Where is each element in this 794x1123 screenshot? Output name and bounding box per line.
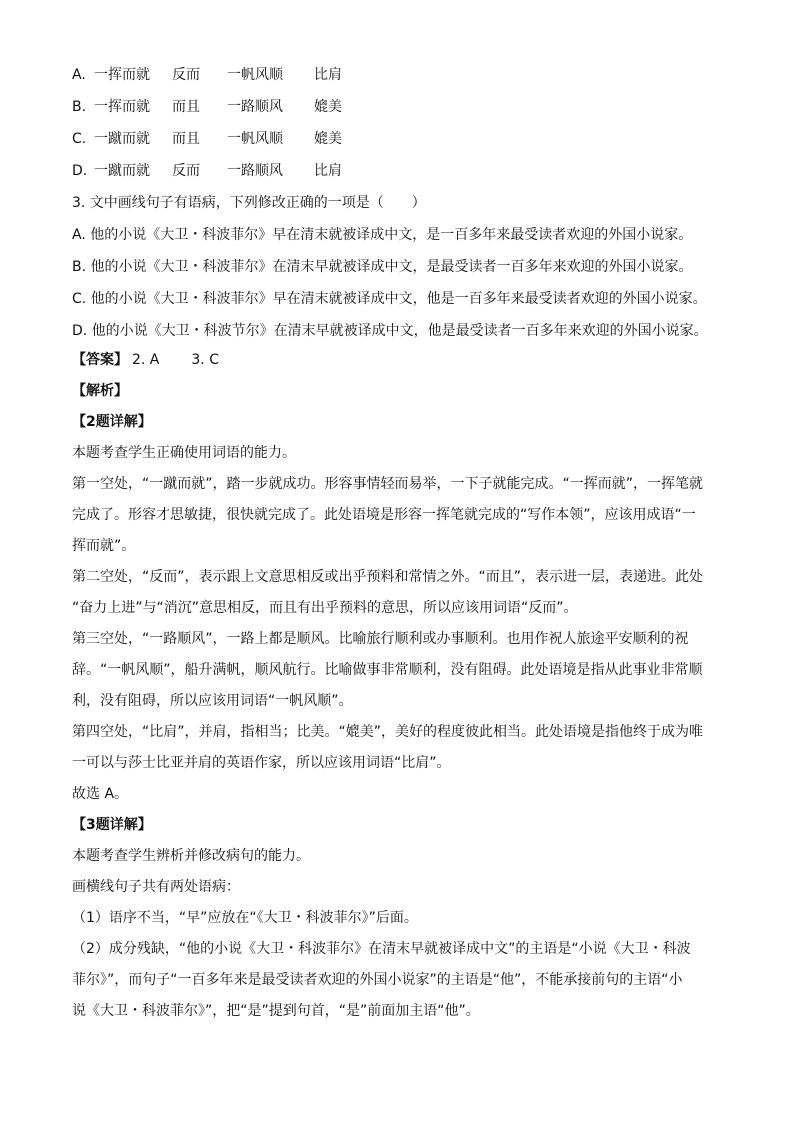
q2-detail-line: 故选 A。	[72, 786, 129, 802]
q2-option-c	[72, 129, 722, 149]
answer-line	[72, 350, 722, 370]
option-word-1: 一挥而就	[94, 67, 150, 83]
q2-detail-title: 【2题详解】	[72, 414, 152, 430]
option-label: B.	[72, 99, 87, 115]
option-word-1: 一蹴而就	[94, 163, 150, 179]
option-label: A.	[72, 67, 86, 83]
option-word-2: 而且	[172, 99, 200, 115]
option-word-4: 媲美	[314, 131, 342, 147]
option-word-4: 比肩	[314, 163, 342, 179]
q3-option-a: A. 他的小说《大卫・科波菲尔》早在清末就被译成中文，是一百多年来最受读者欢迎的外国小说家。	[72, 227, 693, 243]
q3-option-c: C. 他的小说《大卫・科波菲尔》早在清末就被译成中文，他是一百多年来最受读者欢迎的外国小说家。	[72, 291, 707, 307]
option-word-2: 反而	[172, 67, 200, 83]
q2-detail-line: 第一空处，“一蹴而就”，踏一步就成功。形容事情轻而易举，一下子就能完成。“一挥而就”，一挥笔就	[72, 476, 704, 492]
q3-detail-line: 菲尔》”，而句子“一百多年来是最受读者欢迎的外国小说家”的主语是“他”，不能承接前句的主语“小	[72, 972, 683, 988]
answer-q3: 3. C	[191, 352, 219, 368]
option-word-3: 一帆风顺	[227, 131, 283, 147]
q3-detail-title: 【3题详解】	[72, 817, 152, 833]
option-word-4: 媲美	[314, 99, 342, 115]
q3-detail-line: （1）语序不当，“早”应放在“《大卫・科波菲尔》”后面。	[72, 910, 418, 926]
option-word-3: 一路顺风	[227, 163, 283, 179]
q3-detail-line: 说《大卫・科波菲尔》”，把“是”提到句首，“是”前面加主语“他”。	[72, 1003, 480, 1019]
option-word-1: 一挥而就	[94, 99, 150, 115]
analysis-tag: 【解析】	[72, 383, 128, 399]
q3-stem: 3. 文中画线句子有语病，下列修改正确的一项是（ ）	[72, 195, 426, 211]
answer-tag: 【答案】	[72, 352, 128, 368]
q2-detail-line: “奋力上进”与“消沉”意思相反，而且有出乎预料的意思，所以应该用词语“反而”。	[72, 600, 578, 616]
answer-q2: 2. A	[132, 352, 160, 368]
option-label: C.	[72, 131, 87, 147]
q2-option-b	[72, 97, 722, 117]
q2-detail-line: 第四空处，“比肩”，并肩，指相当；比美。“媲美”，美好的程度彼此相当。此处语境是指他终于成为唯	[72, 724, 704, 740]
q2-detail-line: 第二空处，“反而”，表示跟上文意思相反或出乎预料和常情之外。“而且”，表示进一层，表递进。此处	[72, 569, 704, 585]
q2-detail-line: 挥而就”。	[72, 538, 136, 554]
q2-detail-line: 一可以与莎士比亚并肩的英语作家，所以应该用词语“比肩”。	[72, 755, 451, 771]
q2-detail-line: 本题考查学生正确使用词语的能力。	[72, 445, 296, 461]
option-word-2: 反而	[172, 163, 200, 179]
option-word-3: 一帆风顺	[227, 67, 283, 83]
q2-option-d	[72, 161, 722, 181]
option-label: D.	[72, 163, 88, 179]
q3-detail-line: 本题考查学生辨析并修改病句的能力。	[72, 848, 310, 864]
q3-detail-line: （2）成分残缺，“他的小说《大卫・科波菲尔》在清末早就被译成中文”的主语是“小说《大卫・科波	[72, 941, 691, 957]
q2-detail-line: 第三空处，“一路顺风”，一路上都是顺风。比喻旅行顺利或办事顺利。也用作祝人旅途平安顺利的祝	[72, 631, 689, 647]
option-word-3: 一路顺风	[227, 99, 283, 115]
q3-detail-line: 画横线句子共有两处语病：	[72, 879, 240, 895]
option-word-1: 一蹴而就	[94, 131, 150, 147]
q2-option-a	[72, 65, 722, 85]
q2-detail-line: 利，没有阻碍，所以应该用词语“一帆风顺”。	[72, 693, 353, 709]
q3-option-d: D. 他的小说《大卫・科波节尔》在清末早就被译成中文，他是最受读者一百多年来欢迎的外国小说家。	[72, 323, 708, 339]
q3-option-b: B. 他的小说《大卫・科波菲尔》在清末早就被译成中文，是最受读者一百多年来欢迎的外国小说家。	[72, 259, 693, 275]
q2-detail-line: 完成了。形容才思敏捷，很快就完成了。此处语境是形容一挥笔就完成的“写作本领”，应该用成语“一	[72, 507, 696, 523]
q2-detail-line: 辞。“一帆风顺”，船升满帆，顺风航行。比喻做事非常顺利，没有阻碍。此处语境是指从此事业非常顺	[72, 662, 703, 678]
option-word-2: 而且	[172, 131, 200, 147]
option-word-4: 比肩	[314, 67, 342, 83]
